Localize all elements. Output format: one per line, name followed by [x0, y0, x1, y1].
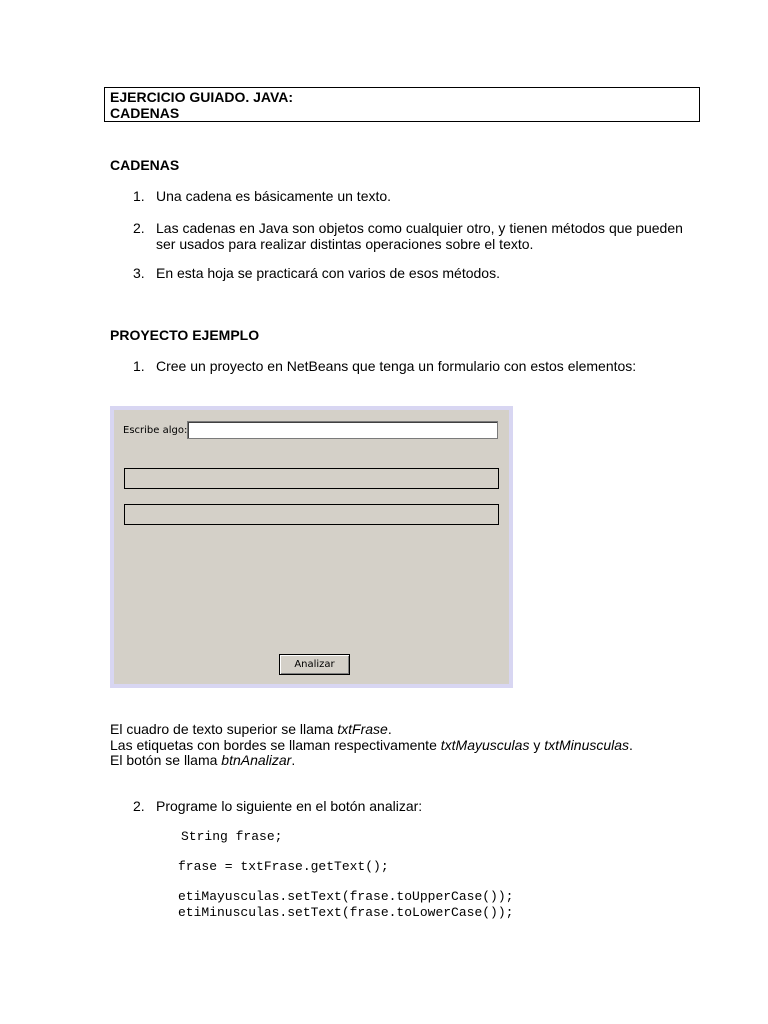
description-line-1	[110, 721, 392, 737]
list-item: Cree un proyecto en NetBeans que tenga un formulario con estos elementos:	[156, 358, 637, 374]
txt-mayusculas-label	[124, 468, 499, 489]
description-text: y	[529, 737, 545, 753]
txt-minusculas-label	[124, 504, 499, 525]
title-line-2: CADENAS	[110, 105, 180, 121]
code-line: etiMayusculas.setText(frase.toUpperCase());	[178, 889, 514, 904]
description-text: .	[291, 752, 296, 768]
description-line-2	[110, 737, 633, 753]
code-line: String frase;	[181, 829, 283, 844]
description-text: El cuadro de texto superior se llama	[110, 721, 338, 737]
form-screenshot	[110, 406, 513, 688]
section-heading-proyecto: PROYECTO EJEMPLO	[110, 327, 260, 343]
list-number: 3.	[133, 265, 145, 281]
form-label: Escribe algo:	[123, 425, 188, 436]
list-number: 2.	[133, 220, 145, 236]
title-box	[104, 87, 700, 122]
component-name: btnAnalizar	[221, 752, 292, 768]
list-item: En esta hoja se practicará con varios de esos métodos.	[156, 265, 500, 281]
description-text: .	[387, 721, 392, 737]
description-text: .	[629, 737, 633, 753]
list-number: 1.	[133, 358, 145, 374]
title-line-1: EJERCICIO GUIADO. JAVA:	[110, 89, 294, 105]
list-item: Programe lo siguiente en el botón analizar:	[156, 798, 423, 814]
component-name: txtMayusculas	[440, 737, 530, 753]
component-name: txtFrase	[337, 721, 388, 737]
component-name: txtMinusculas	[544, 737, 630, 753]
description-text: Las etiquetas con bordes se llaman respectivamente	[110, 737, 441, 753]
description-text: El botón se llama	[110, 752, 222, 768]
description-line-3	[110, 752, 295, 768]
code-line: etiMinusculas.setText(frase.toLowerCase());	[178, 905, 514, 920]
list-number: 1.	[133, 188, 145, 204]
list-number: 2.	[133, 798, 145, 814]
section-heading-cadenas: CADENAS	[110, 157, 180, 173]
analizar-button[interactable]: Analizar	[279, 654, 350, 675]
txt-frase-input[interactable]	[187, 421, 498, 439]
list-item: Una cadena es básicamente un texto.	[156, 188, 392, 204]
code-line: frase = txtFrase.getText();	[178, 859, 389, 874]
list-item: Las cadenas en Java son objetos como cualquier otro, y tienen métodos que pueden ser usados para realizar distintas operaciones sobre el texto.	[156, 220, 683, 252]
